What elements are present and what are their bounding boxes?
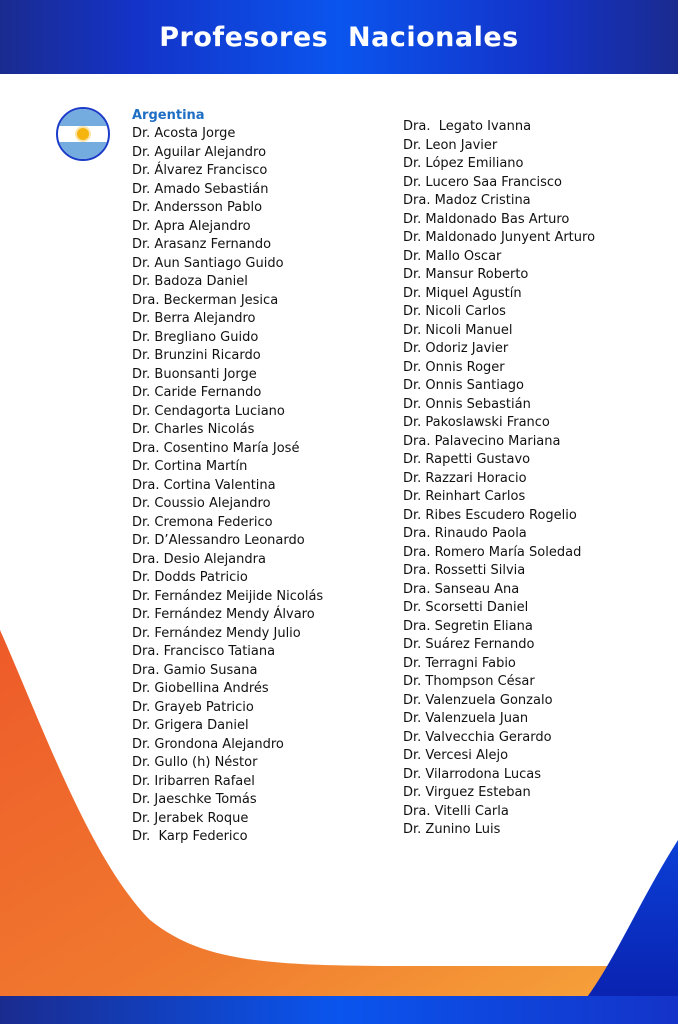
professor-name: Dr. Virguez Esteban bbox=[403, 785, 531, 800]
professor-name: Dra. Vitelli Carla bbox=[403, 803, 509, 819]
professor-name: Dr. Pakoslawski Franco bbox=[403, 415, 550, 430]
professor-name: Dr. Grigera Daniel bbox=[132, 718, 249, 733]
professor-name: Dra. Cortina Valentina bbox=[132, 477, 276, 493]
header-banner bbox=[0, 0, 678, 74]
professor-name: Dr. Terragni Fabio bbox=[403, 655, 516, 671]
professor-name: Dr. Fernández Mendy Julio bbox=[132, 625, 301, 641]
professor-name: Dr. Grayeb Patricio bbox=[132, 699, 254, 715]
professor-name: Dr. Cendagorta Luciano bbox=[132, 403, 285, 419]
professor-name: Dra. Rinaudo Paola bbox=[403, 526, 527, 541]
professor-name: Dr. Razzari Horacio bbox=[403, 470, 527, 486]
professor-name: Dr. Valvecchia Gerardo bbox=[403, 729, 552, 745]
professor-name: Dr. Acosta Jorge bbox=[132, 126, 236, 141]
professor-name: Dr. Reinhart Carlos bbox=[403, 489, 526, 504]
professor-name: Dr. Arasanz Fernando bbox=[132, 237, 272, 252]
professor-name: Dr. Gullo (h) Néstor bbox=[132, 755, 258, 770]
professor-name: Dr. Vercesi Alejo bbox=[403, 748, 509, 763]
names-list-left bbox=[132, 125, 323, 847]
professor-name: Dr. López Emiliano bbox=[403, 156, 524, 171]
professor-name: Dr. Thompson César bbox=[403, 674, 535, 689]
professor-name: Dr. Maldonado Junyent Arturo bbox=[403, 230, 596, 245]
professor-name: Dr. Leon Javier bbox=[403, 137, 498, 153]
professor-name: Dr. Ribes Escudero Rogelio bbox=[403, 507, 577, 523]
professor-name: Dr. Mansur Roberto bbox=[403, 267, 529, 282]
professor-name: Dr. Onnis Santiago bbox=[403, 378, 524, 393]
professor-name: Dr. Maldonado Bas Arturo bbox=[403, 211, 570, 227]
professor-name: Dra. Romero María Soledad bbox=[403, 544, 582, 560]
professor-name: Dr. Buonsanti Jorge bbox=[132, 366, 257, 382]
professor-name: Dr. Scorsetti Daniel bbox=[403, 600, 529, 615]
professor-name: Dra. Cosentino María José bbox=[132, 440, 300, 456]
professor-name: Dr. Miquel Agustín bbox=[403, 285, 522, 301]
professor-name: Dr. Onnis Roger bbox=[403, 359, 505, 375]
professor-name: Dr. Amado Sebastián bbox=[132, 181, 269, 197]
professor-name: Dra. Gamio Susana bbox=[132, 662, 258, 678]
professor-name: Dr. Aun Santiago Guido bbox=[132, 255, 284, 271]
professor-name: Dr. Cortina Martín bbox=[132, 459, 248, 474]
page-title: Profesores Nacionales bbox=[159, 21, 519, 53]
professor-name: Dr. Karp Federico bbox=[132, 829, 248, 844]
professor-name: Dra. Madoz Cristina bbox=[403, 193, 531, 208]
country-heading: Argentina bbox=[132, 108, 205, 123]
professor-name: Dr. Giobellina Andrés bbox=[132, 681, 269, 696]
professor-name: Dr. Valenzuela Gonzalo bbox=[403, 692, 553, 708]
argentina-flag-icon bbox=[56, 107, 110, 161]
professor-name: Dr. Lucero Saa Francisco bbox=[403, 174, 563, 190]
professor-name: Dr. Brunzini Ricardo bbox=[132, 348, 261, 363]
bottom-band bbox=[0, 996, 678, 1024]
professor-name: Dr. Zunino Luis bbox=[403, 822, 501, 837]
professor-name: Dr. Nicoli Carlos bbox=[403, 304, 506, 319]
professor-name: Dr. Iribarren Rafael bbox=[132, 773, 255, 789]
professor-name: Dra. Rossetti Silvia bbox=[403, 563, 526, 578]
professor-name: Dr. Álvarez Francisco bbox=[132, 163, 268, 178]
professor-name: Dr. Charles Nicolás bbox=[132, 422, 255, 437]
professor-name: Dr. Jerabek Roque bbox=[132, 810, 249, 826]
professor-name: Dr. Jaeschke Tomás bbox=[132, 792, 257, 807]
professor-name: Dr. Vilarrodona Lucas bbox=[403, 766, 542, 782]
professor-name: Dr. Mallo Oscar bbox=[403, 248, 502, 264]
professor-name: Dr. Cremona Federico bbox=[132, 514, 273, 530]
professor-name: Dr. Fernández Meijide Nicolás bbox=[132, 588, 324, 604]
professor-name: Dr. Odoriz Javier bbox=[403, 341, 509, 356]
professor-name: Dr. D’Alessandro Leonardo bbox=[132, 533, 305, 548]
names-list-right bbox=[403, 118, 595, 840]
professor-name: Dr. Andersson Pablo bbox=[132, 200, 263, 215]
professor-name: Dr. Aguilar Alejandro bbox=[132, 144, 267, 160]
professor-name: Dr. Onnis Sebastián bbox=[403, 396, 531, 412]
professor-name: Dr. Bregliano Guido bbox=[132, 329, 259, 345]
professor-name: Dr. Caride Fernando bbox=[132, 385, 262, 400]
professor-name: Dra. Segretin Eliana bbox=[403, 618, 533, 634]
professor-name: Dr. Grondona Alejandro bbox=[132, 736, 284, 752]
professor-name: Dra. Legato Ivanna bbox=[403, 119, 532, 134]
professor-name: Dra. Sanseau Ana bbox=[403, 581, 520, 597]
professor-name: Dr. Rapetti Gustavo bbox=[403, 452, 531, 467]
professor-name: Dra. Beckerman Jesica bbox=[132, 292, 279, 308]
professor-name: Dr. Nicoli Manuel bbox=[403, 322, 513, 338]
professor-name: Dr. Coussio Alejandro bbox=[132, 496, 271, 511]
professor-name: Dr. Dodds Patricio bbox=[132, 570, 248, 585]
professor-name: Dr. Suárez Fernando bbox=[403, 637, 535, 652]
professor-name: Dr. Apra Alejandro bbox=[132, 218, 251, 234]
professor-name: Dra. Palavecino Mariana bbox=[403, 433, 561, 449]
professor-name: Dr. Berra Alejandro bbox=[132, 311, 256, 326]
professor-name: Dra. Desio Alejandra bbox=[132, 551, 266, 567]
professor-name: Dr. Badoza Daniel bbox=[132, 274, 248, 289]
professor-name: Dra. Francisco Tatiana bbox=[132, 644, 276, 659]
professor-name: Dr. Valenzuela Juan bbox=[403, 711, 529, 726]
professor-name: Dr. Fernández Mendy Álvaro bbox=[132, 607, 315, 622]
